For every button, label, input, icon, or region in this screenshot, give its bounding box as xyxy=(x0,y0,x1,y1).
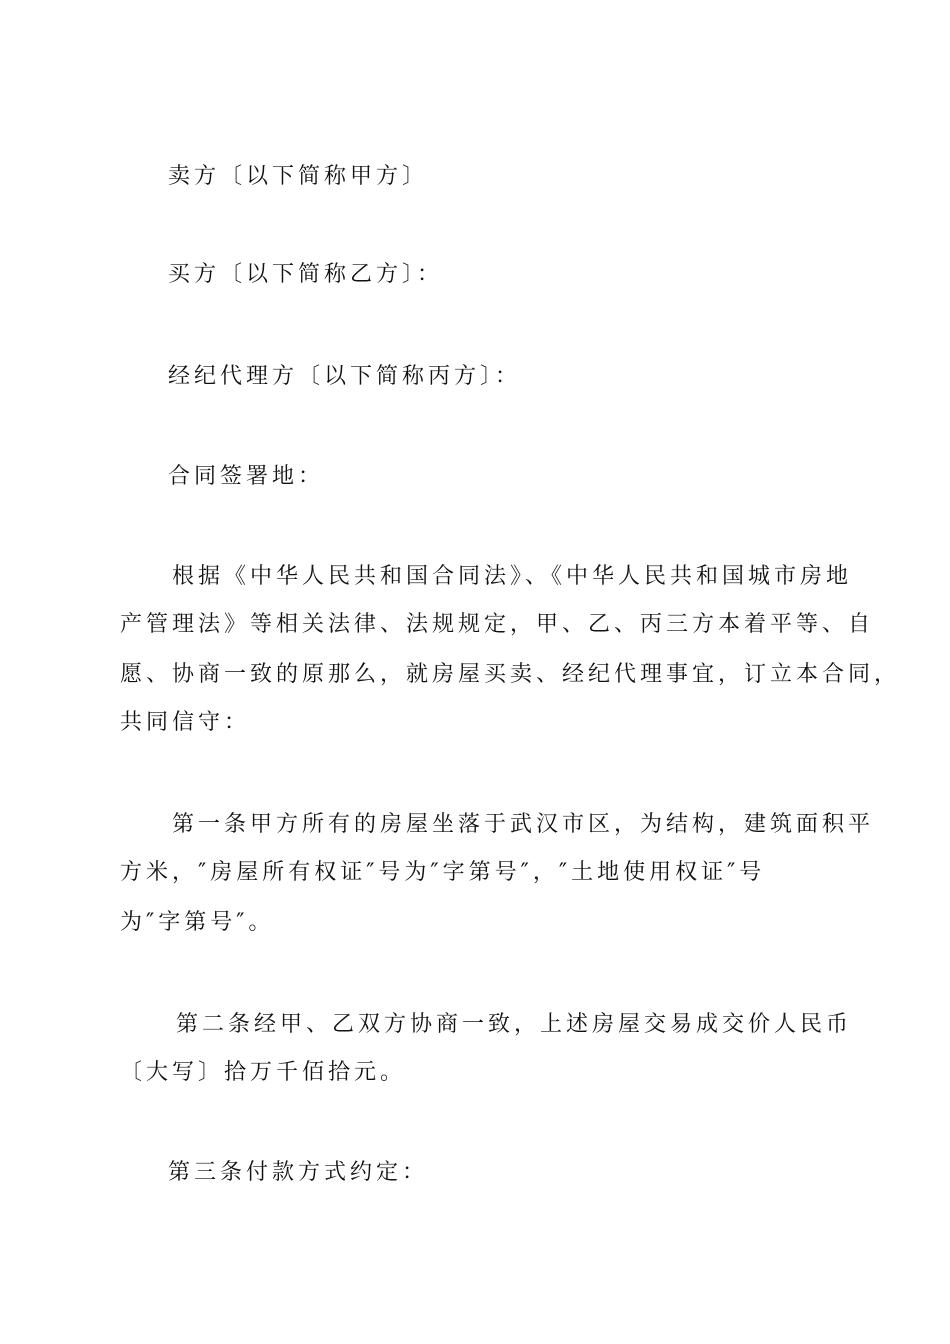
article1-line-3: 为″字第号″。 xyxy=(120,910,275,935)
preamble-line-2: 产管理法》等相关法律、法规规定，甲、乙、丙三方本着平等、自 xyxy=(120,612,875,637)
article2-line-1: 第二条经甲、乙双方协商一致，上述房屋交易成交价人民币 xyxy=(176,1012,853,1037)
article1-line-2: 方米，″房屋所有权证″号为″字第号″，″土地使用权证″号 xyxy=(120,860,766,885)
preamble-line-1: 根据《中华人民共和国合同法》、《中华人民共和国城市房地 xyxy=(172,564,853,589)
article1-line-1: 第一条甲方所有的房屋坐落于武汉市区，为结构，建筑面积平 xyxy=(172,812,875,837)
article2-line-2: 〔大写〕拾万千佰拾元。 xyxy=(120,1060,407,1085)
signing-place-line: 合同签署地： xyxy=(168,464,325,489)
buyer-line: 买方〔以下简称乙方〕： xyxy=(168,262,444,287)
article3-line-1: 第三条付款方式约定： xyxy=(168,1160,429,1185)
preamble-line-4: 共同信守： xyxy=(120,710,251,735)
seller-line: 卖方〔以下简称甲方〕 xyxy=(168,164,429,189)
agent-line: 经纪代理方〔以下简称丙方〕： xyxy=(168,364,522,389)
preamble-line-3: 愿、协商一致的原那么，就房屋买卖、经纪代理事宜，订立本合同， xyxy=(120,662,901,687)
